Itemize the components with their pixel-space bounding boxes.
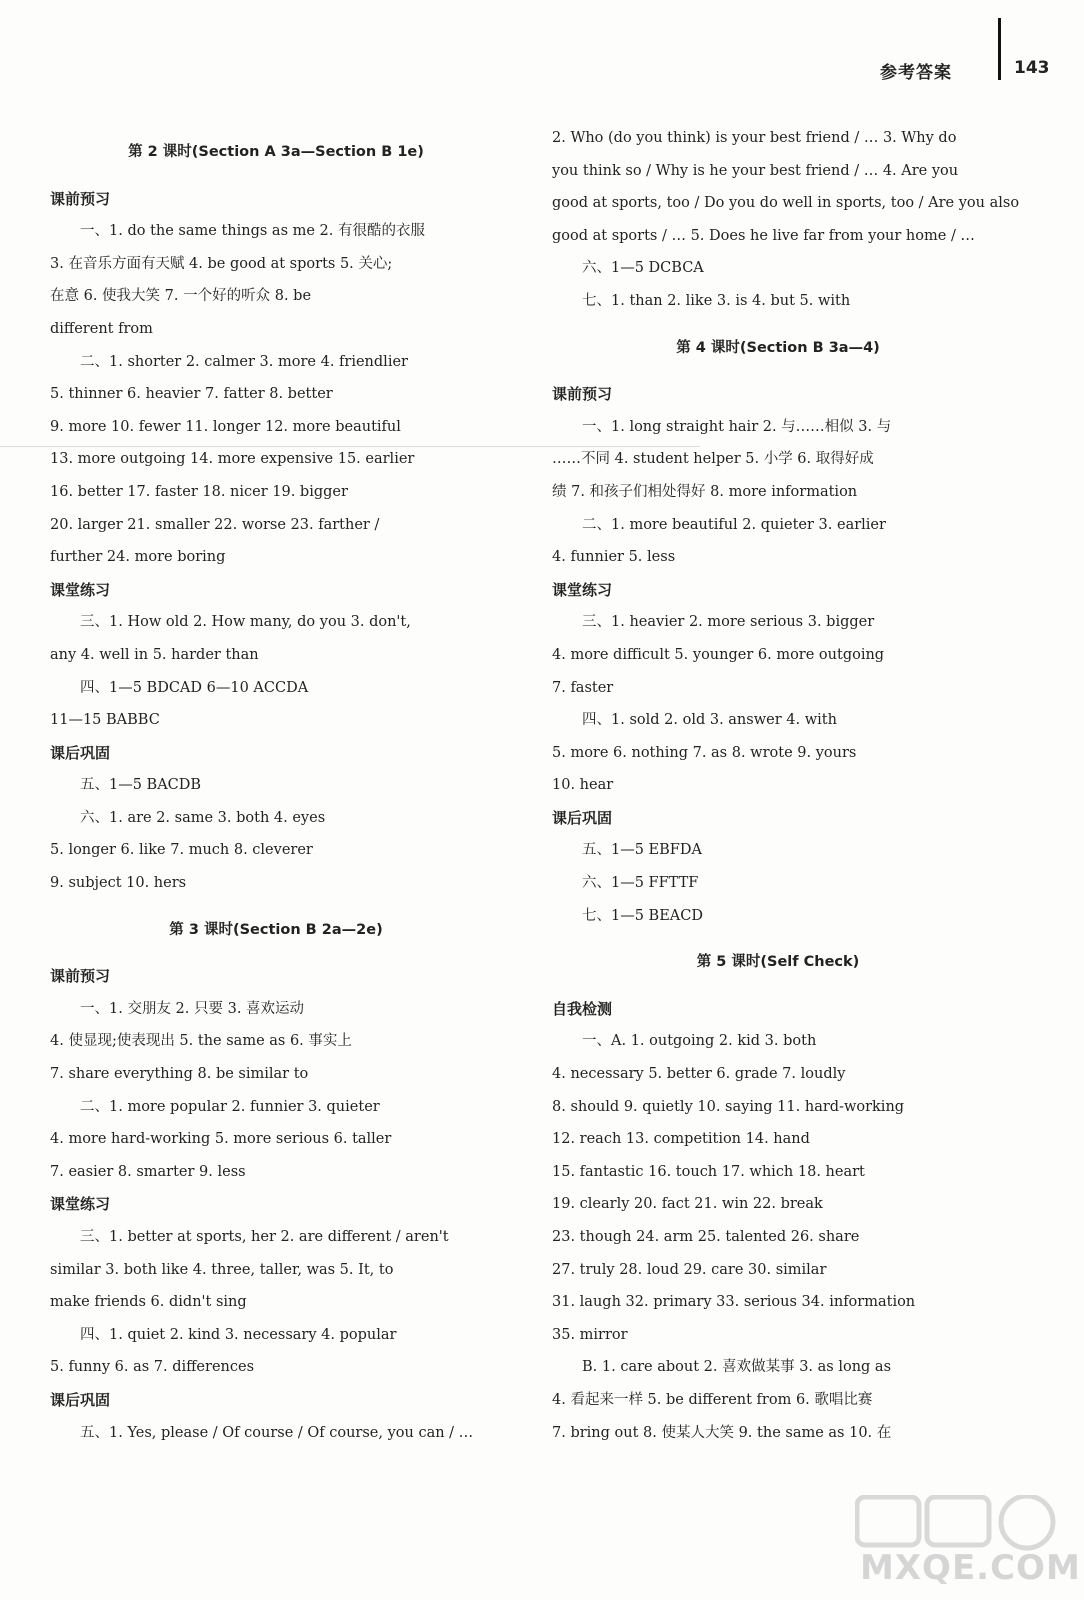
answer-line: 在意 6. 使我大笑 7. 一个好的听众 8. be [50, 288, 312, 305]
section-heading: 课堂练习 [552, 580, 613, 599]
answer-line: 七、1—5 BEACD [582, 907, 703, 924]
lesson-title: 第 3 课时(Section B 2a—2e) [169, 921, 383, 938]
answer-line: 7. faster [552, 679, 614, 696]
answer-line: 4. more hard-working 5. more serious 6. taller [50, 1131, 392, 1148]
answer-line: 四、1—5 BDCAD 6—10 ACCDA [80, 679, 309, 696]
answer-line: 5. longer 6. like 7. much 8. cleverer [50, 842, 313, 859]
answer-line: 9. more 10. fewer 11. longer 12. more beautiful [50, 418, 401, 435]
answer-line: 5. more 6. nothing 7. as 8. wrote 9. yours [552, 744, 857, 761]
answer-line: 15. fantastic 16. touch 17. which 18. heart [552, 1163, 865, 1180]
answer-line: 11—15 BABBC [50, 712, 160, 729]
header-title: 参考答案 [880, 63, 952, 83]
answer-line: 五、1—5 EBFDA [582, 842, 702, 859]
answer-line: 一、1. 交朋友 2. 只要 3. 喜欢运动 [80, 1000, 305, 1017]
answer-line: 12. reach 13. competition 14. hand [552, 1131, 810, 1148]
answer-line: 四、1. sold 2. old 3. answer 4. with [582, 712, 837, 729]
answer-line: 7. share everything 8. be similar to [50, 1066, 309, 1083]
answer-line: good at sports, too / Do you do well in sports, too / Are you also [552, 195, 1020, 212]
page-number: 143 [1014, 58, 1050, 78]
answer-line: 4. necessary 5. better 6. grade 7. loudly [552, 1066, 846, 1083]
answer-line: 27. truly 28. loud 29. care 30. similar [552, 1261, 827, 1278]
answer-line: 五、1. Yes, please / Of course / Of course, you can / … [80, 1424, 474, 1441]
answer-line: 三、1. heavier 2. more serious 3. bigger [582, 614, 875, 631]
answer-line: 3. 在音乐方面有天赋 4. be good at sports 5. 关心; [50, 255, 393, 272]
left-column [50, 122, 502, 1449]
answer-line: 35. mirror [552, 1326, 628, 1343]
answer-line: 七、1. than 2. like 3. is 4. but 5. with [582, 292, 851, 309]
page-header [0, 0, 1084, 100]
answer-line: 8. should 9. quietly 10. saying 11. hard-working [552, 1098, 905, 1115]
answer-line: further 24. more boring [50, 549, 226, 566]
answer-line: 一、A. 1. outgoing 2. kid 3. both [582, 1033, 817, 1050]
section-heading: 课后巩固 [50, 743, 111, 762]
answer-line: 4. 使显现;使表现出 5. the same as 6. 事实上 [50, 1033, 352, 1050]
answer-line: 2. Who (do you think) is your best friend / … 3. Why do [552, 130, 957, 146]
answer-line: any 4. well in 5. harder than [50, 646, 259, 663]
answer-line: 16. better 17. faster 18. nicer 19. bigger [50, 483, 348, 500]
section-heading: 课后巩固 [50, 1390, 111, 1409]
answer-line: 13. more outgoing 14. more expensive 15. earlier [50, 451, 415, 468]
answer-line: 六、1—5 FFTTF [582, 875, 699, 892]
answer-line: 六、1. are 2. same 3. both 4. eyes [80, 809, 326, 826]
answer-line: 三、1. better at sports, her 2. are different / aren't [80, 1229, 449, 1245]
answer-line: 19. clearly 20. fact 21. win 22. break [552, 1196, 823, 1213]
answer-line: 一、1. long straight hair 2. 与……相似 3. 与 [582, 418, 892, 435]
section-heading: 课堂练习 [50, 580, 111, 599]
answer-line: 绩 7. 和孩子们相处得好 8. more information [552, 483, 858, 500]
answer-line: 五、1—5 BACDB [80, 777, 202, 794]
lesson-title: 第 2 课时(Section A 3a—Section B 1e) [128, 144, 424, 160]
header-divider [998, 18, 1001, 80]
section-heading: 自我检测 [552, 999, 613, 1018]
section-heading: 课后巩固 [552, 808, 613, 827]
answer-line: 20. larger 21. smaller 22. worse 23. farther / [50, 516, 380, 533]
answer-line: make friends 6. didn't sing [50, 1294, 247, 1311]
answer-line: 六、1—5 DCBCA [582, 260, 704, 277]
answer-line: 三、1. How old 2. How many, do you 3. don't, [80, 614, 411, 631]
answer-line: 一、1. do the same things as me 2. 有很酷的衣服 [80, 223, 425, 240]
answer-line: 4. 看起来一样 5. be different from 6. 歌唱比赛 [552, 1391, 873, 1408]
answer-line: ……不同 4. student helper 5. 小学 6. 取得好成 [552, 451, 874, 468]
lesson-title: 第 4 课时(Section B 3a—4) [676, 339, 880, 356]
answer-line: 7. easier 8. smarter 9. less [50, 1163, 246, 1180]
answer-line: similar 3. both like 4. three, taller, was 5. It, to [50, 1261, 394, 1278]
section-heading: 课堂练习 [50, 1195, 111, 1214]
section-heading: 课前预习 [50, 967, 111, 986]
answer-line: 二、1. more popular 2. funnier 3. quieter [80, 1098, 380, 1115]
answer-line: 9. subject 10. hers [50, 875, 187, 892]
answer-line: 二、1. more beautiful 2. quieter 3. earlier [582, 516, 886, 533]
answer-line: 23. though 24. arm 25. talented 26. share [552, 1229, 860, 1245]
right-column [552, 122, 1020, 1449]
section-heading: 课前预习 [552, 385, 613, 404]
answer-line: 5. funny 6. as 7. differences [50, 1359, 255, 1376]
watermark-text: MXQE.COM [860, 1548, 1081, 1588]
answer-line: 7. bring out 8. 使某人大笑 9. the same as 10. 在 [552, 1424, 892, 1441]
answer-line: 5. thinner 6. heavier 7. fatter 8. better [50, 386, 333, 403]
answer-line: you think so / Why is he your best friend / … 4. Are you [552, 162, 959, 179]
answer-line: 二、1. shorter 2. calmer 3. more 4. friendlier [80, 353, 408, 370]
answer-line: 4. more difficult 5. younger 6. more outgoing [552, 646, 885, 663]
answer-line: good at sports / … 5. Does he live far from your home / … [552, 227, 975, 244]
answer-line: 4. funnier 5. less [552, 549, 676, 566]
answer-line: 四、1. quiet 2. kind 3. necessary 4. popular [80, 1326, 397, 1343]
answer-line: 31. laugh 32. primary 33. serious 34. information [552, 1294, 916, 1311]
answer-line: different from [50, 320, 153, 337]
lesson-title: 第 5 课时(Self Check) [696, 954, 860, 971]
section-heading: 课前预习 [50, 189, 111, 208]
answer-line: B. 1. care about 2. 喜欢做某事 3. as long as [582, 1359, 892, 1376]
answer-line: 10. hear [552, 777, 614, 794]
